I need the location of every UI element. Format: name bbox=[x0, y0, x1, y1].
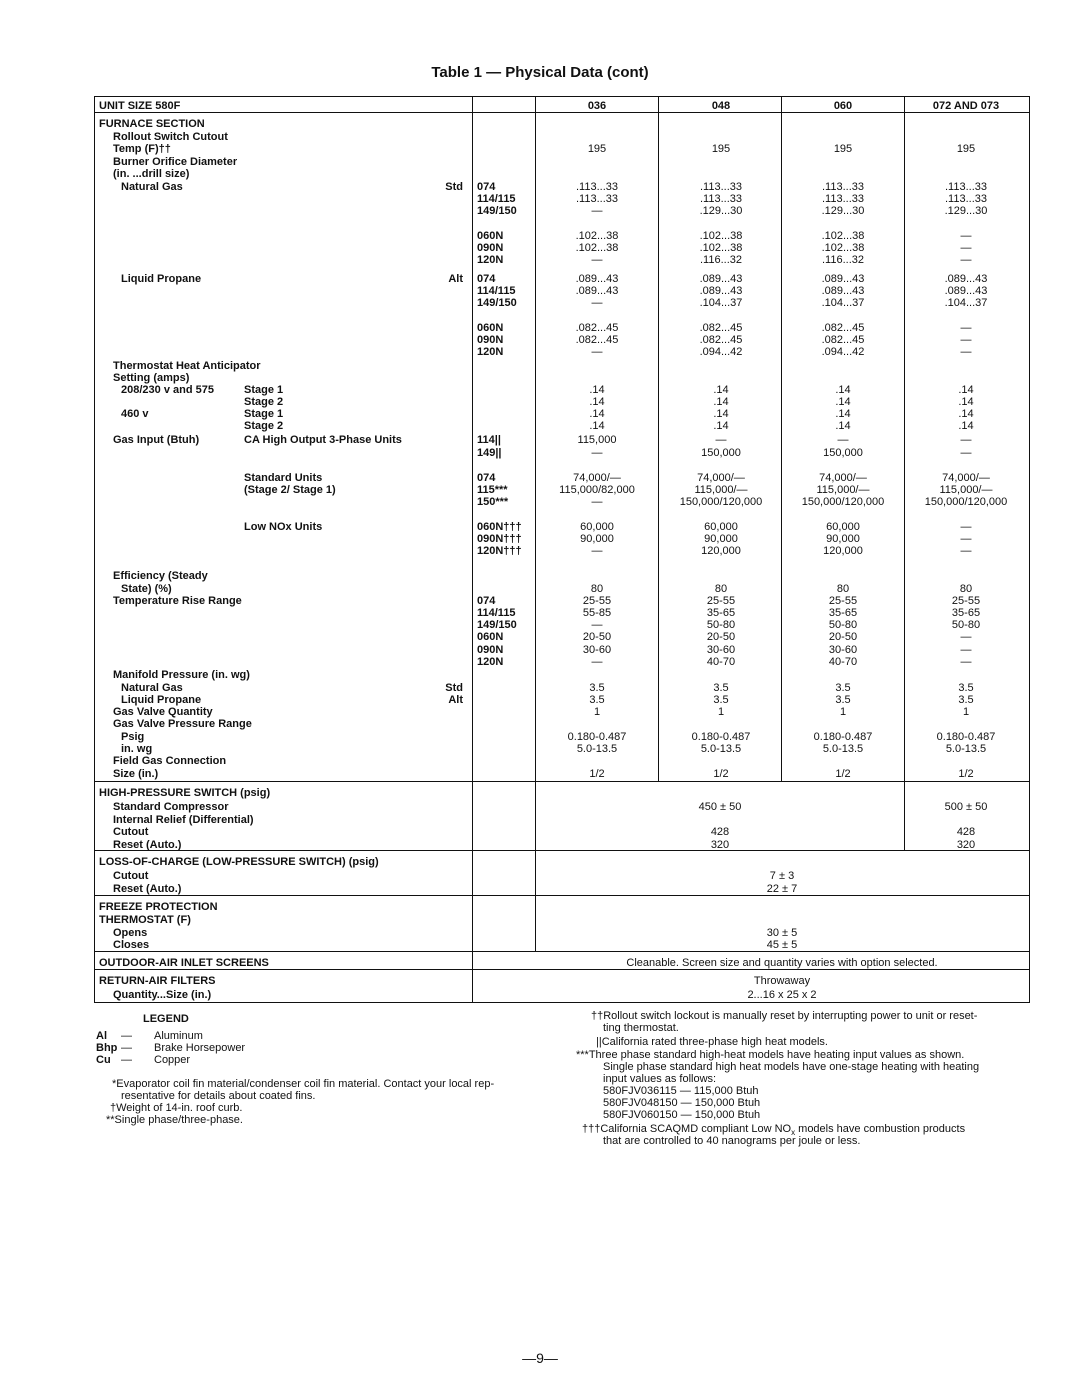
cell-value: — bbox=[960, 322, 972, 334]
col-divider bbox=[472, 112, 473, 781]
section-rule bbox=[94, 781, 1029, 782]
cell-value: 1 bbox=[962, 706, 970, 718]
row-label: 460 v bbox=[121, 408, 149, 420]
cell-value: — bbox=[960, 230, 972, 242]
cell-value: 3.5 bbox=[958, 682, 974, 694]
cell-value: 5.0-13.5 bbox=[945, 743, 987, 755]
cell-value: .113...33 bbox=[576, 181, 618, 193]
row-label: Temperature Rise Range bbox=[113, 595, 242, 607]
cell-value: — bbox=[591, 496, 603, 508]
cell-value: .113...33 bbox=[576, 193, 618, 205]
cell-value: .089...43 bbox=[575, 285, 619, 297]
row-sublabel: CA High Output 3-Phase Units bbox=[244, 434, 402, 446]
cell-value: 120,000 bbox=[701, 545, 741, 557]
row-model: 149/150 bbox=[477, 205, 517, 217]
cell-value: — bbox=[715, 434, 727, 446]
cell-value: 80 bbox=[714, 583, 728, 595]
cell-value: — bbox=[960, 521, 972, 533]
row-label: State) (%) bbox=[121, 583, 172, 595]
cell-value: .082...45 bbox=[821, 334, 865, 346]
cell-value: .113...33 bbox=[945, 181, 987, 193]
row-sublabel: Stage 1 bbox=[244, 408, 284, 420]
row-label: in. wg bbox=[121, 743, 153, 755]
cell-value-span: 7 ± 3 bbox=[769, 870, 795, 882]
cell-value: 74,000/— bbox=[819, 472, 867, 484]
cell-value-span: Cleanable. Screen size and quantity varies with option selected. bbox=[626, 957, 938, 969]
row-label: OUTDOOR-AIR INLET SCREENS bbox=[99, 957, 269, 969]
row-model: 114|| bbox=[477, 434, 501, 446]
cell-value: — bbox=[960, 334, 972, 346]
cell-value: 1 bbox=[839, 706, 847, 718]
row-label: Cutout bbox=[113, 870, 149, 882]
row-label: Burner Orifice Diameter bbox=[113, 156, 238, 168]
row-label: Temp (F)†† bbox=[113, 143, 171, 155]
cell-value: 1/2 bbox=[713, 768, 729, 780]
cell-value: 3.5 bbox=[958, 694, 974, 706]
cell-value-span: 320 bbox=[710, 839, 730, 851]
cell-value: .113...33 bbox=[822, 181, 864, 193]
cell-value: 50-80 bbox=[828, 619, 858, 631]
header-divider bbox=[472, 96, 473, 112]
row-label: FURNACE SECTION bbox=[99, 118, 205, 130]
row-model: 060N bbox=[477, 322, 504, 334]
cell-value: — bbox=[960, 631, 972, 643]
table-border-bottom bbox=[94, 1002, 1029, 1003]
cell-value: — bbox=[960, 346, 972, 358]
cell-value: 115,000 bbox=[577, 434, 617, 446]
legend-abbr: Cu bbox=[96, 1054, 111, 1066]
cell-value: .089...43 bbox=[575, 273, 619, 285]
cell-value: .14 bbox=[958, 408, 974, 420]
row-model: 090N bbox=[477, 644, 504, 656]
row-model: 149|| bbox=[477, 447, 502, 459]
row-label: Rollout Switch Cutout bbox=[113, 131, 228, 143]
cell-value: 20-50 bbox=[706, 631, 736, 643]
page-title: Table 1 — Physical Data (cont) bbox=[431, 64, 649, 81]
cell-value: 35-65 bbox=[706, 607, 736, 619]
cell-value: 0.180-0.487 bbox=[567, 731, 627, 743]
cell-value: .129...30 bbox=[699, 205, 743, 217]
row-label: Thermostat Heat Anticipator bbox=[113, 360, 261, 372]
cell-value: .104...37 bbox=[944, 297, 988, 309]
cell-value: — bbox=[591, 656, 603, 668]
cell-value: 30-60 bbox=[706, 644, 736, 656]
row-model: 149/150 bbox=[477, 619, 517, 631]
cell-value: 120,000 bbox=[823, 545, 863, 557]
cell-value-span: 45 ± 5 bbox=[766, 939, 798, 951]
row-label: 208/230 v and 575 bbox=[121, 384, 214, 396]
cell-value: .14 bbox=[589, 384, 605, 396]
cell-value: .116...32 bbox=[822, 254, 864, 266]
cell-value: 115,000/82,000 bbox=[559, 484, 635, 496]
col-divider bbox=[472, 781, 473, 850]
cell-value: 25-55 bbox=[828, 595, 858, 607]
row-label: Cutout bbox=[113, 826, 149, 838]
table-border-left bbox=[94, 96, 95, 1002]
row-label: Closes bbox=[113, 939, 150, 951]
page-number: —9— bbox=[522, 1350, 558, 1366]
row-model: 114/115 bbox=[477, 193, 516, 205]
cell-value: 1 bbox=[593, 706, 601, 718]
legend-dash: — bbox=[121, 1054, 132, 1066]
cell-value: 55-85 bbox=[582, 607, 612, 619]
cell-value: .102...38 bbox=[821, 230, 865, 242]
footnote: resentative for details about coated fins. bbox=[121, 1090, 316, 1102]
cell-value: 50-80 bbox=[706, 619, 736, 631]
cell-value: — bbox=[591, 254, 603, 266]
cell-value: 150,000 bbox=[823, 447, 863, 459]
footnote: Single phase standard high heat models have one-stage heating with heating bbox=[603, 1061, 980, 1073]
cell-value: 90,000 bbox=[580, 533, 614, 545]
row-model: 090N bbox=[477, 334, 504, 346]
cell-value: 40-70 bbox=[706, 656, 736, 668]
row-model: 090N bbox=[477, 242, 504, 254]
cell-value: 40-70 bbox=[828, 656, 858, 668]
row-model: 120N bbox=[477, 656, 504, 668]
footnote: **Single phase/three-phase. bbox=[106, 1114, 243, 1126]
cell-value: 60,000 bbox=[704, 521, 738, 533]
cell-value: — bbox=[960, 656, 972, 668]
row-sublabel: Stage 2 bbox=[244, 396, 284, 408]
footnote: †Weight of 14-in. roof curb. bbox=[110, 1102, 243, 1114]
footnote: ††Rollout switch lockout is manually reset by interrupting power to unit or reset- bbox=[591, 1010, 978, 1022]
row-model: 120N bbox=[477, 254, 504, 266]
row-label: Natural Gas bbox=[121, 181, 183, 193]
cell-value: .102...38 bbox=[699, 242, 743, 254]
cell-value: .14 bbox=[713, 396, 729, 408]
row-model: 060N††† bbox=[477, 521, 522, 533]
cell-value: .113...33 bbox=[822, 193, 864, 205]
cell-value: .089...43 bbox=[821, 273, 865, 285]
cell-value: 3.5 bbox=[589, 682, 605, 694]
cell-value: 25-55 bbox=[582, 595, 612, 607]
row-model: 114/115 bbox=[477, 607, 516, 619]
row-label: LOSS-OF-CHARGE (LOW-PRESSURE SWITCH) (psig) bbox=[99, 856, 379, 868]
footnote: input values as follows: bbox=[603, 1073, 717, 1085]
cell-value: .082...45 bbox=[821, 322, 865, 334]
cell-value: .116...32 bbox=[700, 254, 742, 266]
row-label: THERMOSTAT (F) bbox=[99, 914, 191, 926]
cell-value: 30-60 bbox=[582, 644, 612, 656]
table-border-top bbox=[94, 96, 1029, 97]
footnote: ting thermostat. bbox=[603, 1022, 679, 1034]
cell-value: .094...42 bbox=[699, 346, 743, 358]
cell-value: 25-55 bbox=[706, 595, 736, 607]
col-divider bbox=[472, 850, 473, 1002]
cell-value: .082...45 bbox=[575, 322, 619, 334]
cell-value: .094...42 bbox=[821, 346, 865, 358]
row-label: Liquid Propane bbox=[121, 273, 202, 285]
cell-value: 1 bbox=[717, 706, 725, 718]
cell-value: 3.5 bbox=[589, 694, 605, 706]
cell-value: 3.5 bbox=[835, 694, 851, 706]
cell-value: 115,000/— bbox=[816, 484, 870, 496]
row-model: 150*** bbox=[477, 496, 509, 508]
row-label: Reset (Auto.) bbox=[113, 883, 182, 895]
cell-value: 35-65 bbox=[951, 607, 981, 619]
cell-value: .129...30 bbox=[821, 205, 865, 217]
row-label: Internal Relief (Differential) bbox=[113, 814, 254, 826]
row-label: Manifold Pressure (in. wg) bbox=[113, 669, 250, 681]
cell-value: 0.180-0.487 bbox=[936, 731, 996, 743]
cell-value: .14 bbox=[713, 408, 729, 420]
cell-value: .129...30 bbox=[944, 205, 988, 217]
cell-value: 80 bbox=[959, 583, 973, 595]
cell-value: 30-60 bbox=[828, 644, 858, 656]
row-label: Quantity...Size (in.) bbox=[113, 989, 212, 1001]
row-label: Psig bbox=[121, 731, 145, 743]
cell-value: 115,000/— bbox=[939, 484, 993, 496]
cell-value: 5.0-13.5 bbox=[822, 743, 864, 755]
footnote: 580FJV036115 — 115,000 Btuh bbox=[603, 1085, 759, 1097]
cell-value: 428 bbox=[956, 826, 976, 838]
cell-value: — bbox=[960, 434, 972, 446]
cell-value: — bbox=[960, 545, 972, 557]
header-col-3: 072 AND 073 bbox=[932, 100, 1000, 112]
cell-value: 0.180-0.487 bbox=[691, 731, 751, 743]
row-model: 120N bbox=[477, 346, 504, 358]
cell-value: .102...38 bbox=[821, 242, 865, 254]
cell-value: 90,000 bbox=[826, 533, 860, 545]
cell-value: .102...38 bbox=[699, 230, 743, 242]
cell-value: .113...33 bbox=[700, 181, 742, 193]
legend-desc: Copper bbox=[154, 1054, 191, 1066]
legend-abbr: Al bbox=[96, 1030, 107, 1042]
cell-value: — bbox=[837, 434, 849, 446]
cell-value: 195 bbox=[833, 143, 853, 155]
cell-value: 90,000 bbox=[704, 533, 738, 545]
row-model: 074 bbox=[477, 273, 496, 285]
cell-value: .14 bbox=[589, 396, 605, 408]
cell-value: — bbox=[591, 447, 603, 459]
legend-desc: Aluminum bbox=[154, 1030, 203, 1042]
cell-value: — bbox=[591, 545, 603, 557]
cell-value: 5.0-13.5 bbox=[700, 743, 742, 755]
cell-value-span: 450 ± 50 bbox=[698, 801, 742, 813]
row-sublabel: (Stage 2/ Stage 1) bbox=[244, 484, 336, 496]
row-sublabel: Low NOx Units bbox=[244, 521, 323, 533]
footnote: that are controlled to 40 nanograms per joule or less. bbox=[603, 1135, 861, 1147]
cell-value: 1/2 bbox=[589, 768, 605, 780]
cell-value-span: 428 bbox=[710, 826, 730, 838]
cell-value: .14 bbox=[958, 396, 974, 408]
row-model: 120N††† bbox=[477, 545, 522, 557]
cell-value: .089...43 bbox=[944, 285, 988, 297]
cell-value: .104...37 bbox=[699, 297, 743, 309]
cell-value: — bbox=[960, 533, 972, 545]
cell-value: 74,000/— bbox=[697, 472, 745, 484]
header-col-2: 060 bbox=[833, 100, 853, 112]
row-label: Size (in.) bbox=[113, 768, 159, 780]
cell-value: .082...45 bbox=[575, 334, 619, 346]
cell-value: — bbox=[591, 205, 603, 217]
cell-value: 80 bbox=[836, 583, 850, 595]
row-model: 074 bbox=[477, 181, 496, 193]
cell-value: 80 bbox=[590, 583, 604, 595]
cell-value: 20-50 bbox=[828, 631, 858, 643]
header-rule bbox=[94, 112, 1029, 113]
cell-value: 35-65 bbox=[828, 607, 858, 619]
cell-value: 50-80 bbox=[951, 619, 981, 631]
footnote: ***Three phase standard high-heat models have heating input values as shown. bbox=[576, 1049, 965, 1061]
cell-value: 150,000/120,000 bbox=[924, 496, 1008, 508]
row-label: Natural Gas bbox=[121, 682, 183, 694]
cell-value: .14 bbox=[958, 420, 974, 432]
section-rule bbox=[94, 969, 1029, 970]
cell-value: .089...43 bbox=[821, 285, 865, 297]
cell-value: .082...45 bbox=[699, 334, 743, 346]
cell-value: — bbox=[591, 346, 603, 358]
cell-value: 3.5 bbox=[835, 682, 851, 694]
cell-value: 3.5 bbox=[713, 682, 729, 694]
row-label: HIGH-PRESSURE SWITCH (psig) bbox=[99, 787, 271, 799]
cell-value: .14 bbox=[958, 384, 974, 396]
row-type: Alt bbox=[448, 694, 463, 706]
cell-value: 150,000/120,000 bbox=[801, 496, 885, 508]
cell-value: 74,000/— bbox=[573, 472, 621, 484]
cell-value: — bbox=[960, 242, 972, 254]
row-sublabel: Standard Units bbox=[244, 472, 323, 484]
cell-value: 20-50 bbox=[582, 631, 612, 643]
footnote: 580FJV048150 — 150,000 Btuh bbox=[603, 1097, 761, 1109]
cell-value: 150,000 bbox=[701, 447, 741, 459]
row-model: 149/150 bbox=[477, 297, 517, 309]
cell-value: 3.5 bbox=[713, 694, 729, 706]
cell-value: 195 bbox=[711, 143, 731, 155]
cell-value: .089...43 bbox=[699, 273, 743, 285]
footnote: *Evaporator coil fin material/condenser coil fin material. Contact your local rep- bbox=[112, 1078, 495, 1090]
footnote: ||California rated three-phase high heat models. bbox=[596, 1036, 828, 1048]
row-model: 074 bbox=[477, 595, 496, 607]
cell-value: .113...33 bbox=[945, 193, 987, 205]
cell-value: 500 ± 50 bbox=[944, 801, 988, 813]
row-label: Gas Valve Quantity bbox=[113, 706, 213, 718]
row-label: Reset (Auto.) bbox=[113, 839, 182, 851]
header-unit-size: UNIT SIZE 580F bbox=[99, 100, 181, 112]
cell-value: 1/2 bbox=[835, 768, 851, 780]
cell-value: 5.0-13.5 bbox=[576, 743, 618, 755]
cell-value: — bbox=[591, 297, 603, 309]
cell-value: — bbox=[591, 619, 603, 631]
row-label: Standard Compressor bbox=[113, 801, 229, 813]
row-label: (in. ...drill size) bbox=[113, 168, 190, 180]
col-divider bbox=[535, 781, 536, 850]
row-sublabel: Stage 1 bbox=[244, 384, 284, 396]
cell-value: .14 bbox=[835, 396, 851, 408]
cell-value: — bbox=[960, 644, 972, 656]
cell-value: 1/2 bbox=[958, 768, 974, 780]
cell-value: 320 bbox=[956, 839, 976, 851]
cell-value: .082...45 bbox=[699, 322, 743, 334]
row-label: Gas Input (Btuh) bbox=[113, 434, 200, 446]
cell-value: .102...38 bbox=[575, 242, 619, 254]
legend-desc: Brake Horsepower bbox=[154, 1042, 246, 1054]
row-label: Field Gas Connection bbox=[113, 755, 227, 767]
footnote: 580FJV060150 — 150,000 Btuh bbox=[603, 1109, 761, 1121]
cell-value: .14 bbox=[835, 420, 851, 432]
cell-value: — bbox=[960, 447, 972, 459]
cell-value: .104...37 bbox=[821, 297, 865, 309]
row-model: 115*** bbox=[477, 484, 508, 496]
legend-dash: — bbox=[121, 1030, 132, 1042]
legend-dash: — bbox=[121, 1042, 132, 1054]
row-label: Efficiency (Steady bbox=[113, 570, 208, 582]
cell-value: .14 bbox=[589, 420, 605, 432]
row-label: Liquid Propane bbox=[121, 694, 202, 706]
cell-value: 74,000/— bbox=[942, 472, 990, 484]
cell-value: — bbox=[960, 254, 972, 266]
cell-value: .14 bbox=[713, 384, 729, 396]
row-type: Std bbox=[445, 181, 463, 193]
cell-value: 195 bbox=[956, 143, 976, 155]
row-model: 090N††† bbox=[477, 533, 522, 545]
cell-value: .089...43 bbox=[944, 273, 988, 285]
legend-abbr: Bhp bbox=[96, 1042, 118, 1054]
cell-value: .14 bbox=[589, 408, 605, 420]
row-type: Alt bbox=[448, 273, 463, 285]
row-label: FREEZE PROTECTION bbox=[99, 901, 218, 913]
row-label: Setting (amps) bbox=[113, 372, 190, 384]
row-label: Opens bbox=[113, 927, 148, 939]
cell-value-span: 22 ± 7 bbox=[766, 883, 798, 895]
legend-heading: LEGEND bbox=[143, 1013, 189, 1025]
row-model: 074 bbox=[477, 472, 496, 484]
header-col-1: 048 bbox=[711, 100, 731, 112]
row-label: Gas Valve Pressure Range bbox=[113, 718, 252, 730]
row-model: 114/115 bbox=[477, 285, 516, 297]
cell-value-span: 30 ± 5 bbox=[766, 927, 798, 939]
row-label: RETURN-AIR FILTERS bbox=[99, 975, 216, 987]
cell-value: .089...43 bbox=[699, 285, 743, 297]
section-rule bbox=[94, 895, 1029, 896]
header-col-0: 036 bbox=[587, 100, 607, 112]
cell-value: 195 bbox=[587, 143, 607, 155]
section-rule bbox=[94, 951, 1029, 952]
cell-value: 115,000/— bbox=[694, 484, 748, 496]
cell-value: 60,000 bbox=[826, 521, 860, 533]
row-type: Std bbox=[445, 682, 463, 694]
cell-value: 0.180-0.487 bbox=[813, 731, 873, 743]
cell-value: .14 bbox=[713, 420, 729, 432]
cell-value: 25-55 bbox=[951, 595, 981, 607]
row-sublabel: Stage 2 bbox=[244, 420, 284, 432]
cell-value: .14 bbox=[835, 408, 851, 420]
row-model: 060N bbox=[477, 631, 504, 643]
row-model: 060N bbox=[477, 230, 504, 242]
cell-value-span: 2...16 x 25 x 2 bbox=[747, 989, 817, 1001]
footnote: †††California SCAQMD compliant Low $NO_x$ models have combustion products bbox=[582, 1123, 966, 1138]
cell-value: .113...33 bbox=[700, 193, 742, 205]
cell-value: 150,000/120,000 bbox=[679, 496, 763, 508]
cell-value: .102...38 bbox=[575, 230, 619, 242]
cell-value: 60,000 bbox=[580, 521, 614, 533]
cell-value: .14 bbox=[835, 384, 851, 396]
cell-value-span: Throwaway bbox=[753, 975, 811, 987]
